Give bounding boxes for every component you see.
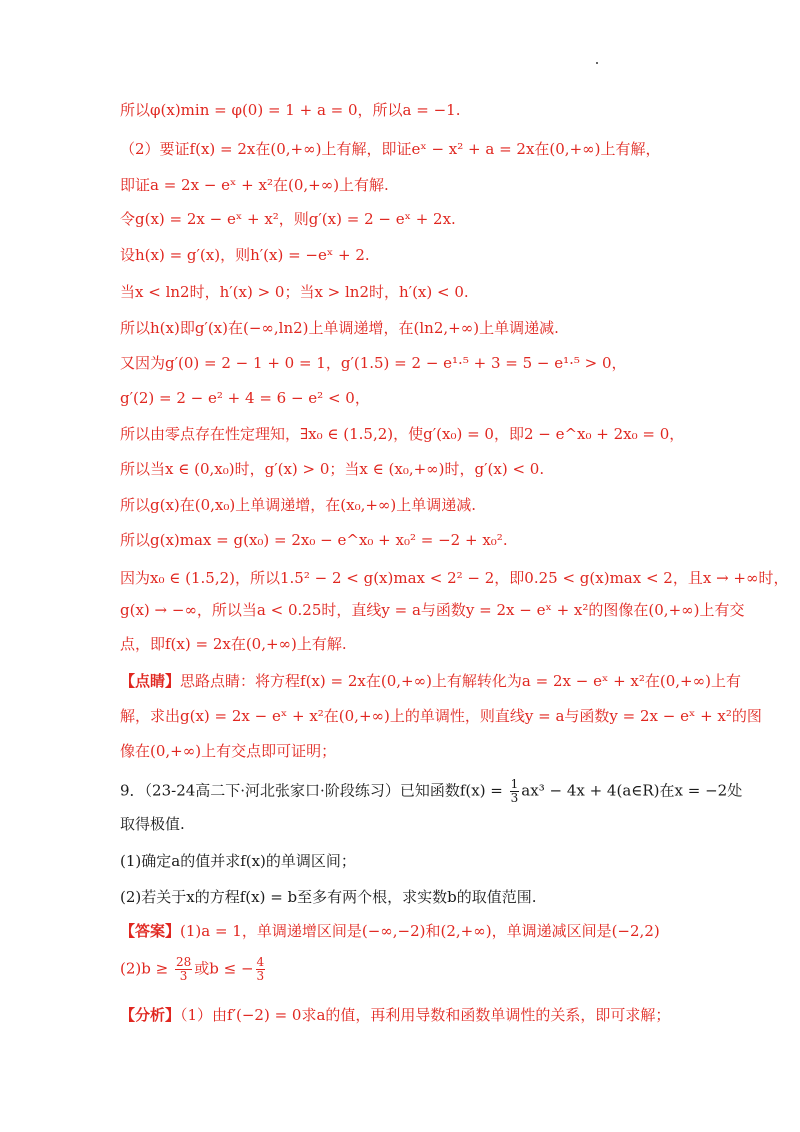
answer-line bbox=[120, 920, 660, 942]
fraction-numerator: 4 bbox=[256, 955, 265, 969]
problem-part2: (2)若关于x的方程f(x) = b至多有两个根，求实数b的取值范围. bbox=[120, 888, 537, 906]
solution-line: 点，即f(x) = 2x在(0,+∞)上有解. bbox=[120, 635, 347, 653]
comment-line: 解，求出g(x) = 2x − eˣ + x²在(0,+∞)上的单调性，则直线y = a与函数y = 2x − eˣ + x²的图 bbox=[120, 707, 762, 725]
fraction-denominator: 3 bbox=[179, 969, 188, 983]
fraction-denominator: 3 bbox=[256, 969, 265, 983]
fraction bbox=[510, 778, 520, 805]
solution-line: 当x < ln2时，h′(x) > 0；当x > ln2时，h′(x) < 0. bbox=[120, 283, 469, 301]
answer-line bbox=[120, 956, 267, 983]
problem-stem bbox=[120, 778, 742, 805]
problem-stem-after: ax³ − 4x + 4(a∈R)在x = −2处 bbox=[521, 781, 743, 800]
problem-source: （23-24高二下·河北张家口·阶段练习） bbox=[144, 781, 400, 800]
solution-line: 又因为g′(0) = 2 − 1 + 0 = 1，g′(1.5) = 2 − e¹·⁵ + 3 = 5 − e¹·⁵ > 0， bbox=[120, 354, 627, 372]
problem-part1: (1)确定a的值并求f(x)的单调区间； bbox=[120, 852, 356, 870]
solution-line: 所以g(x)max = g(x₀) = 2x₀ − e^x₀ + x₀² = −2 + x₀². bbox=[120, 531, 508, 549]
solution-line: （2）要证f(x) = 2x在(0,+∞)上有解，即证eˣ − x² + a = 2x在(0,+∞)上有解， bbox=[120, 140, 661, 158]
solution-line: 设h(x) = g′(x)，则h′(x) = −eˣ + 2. bbox=[120, 246, 370, 264]
fraction bbox=[175, 956, 192, 983]
analysis-text: （1）由f′(−2) = 0求a的值，再利用导数和函数单调性的关系，即可求解； bbox=[180, 1006, 671, 1024]
solution-line: 因为x₀ ∈ (1.5,2)，所以1.5² − 2 < g(x)max < 2² − 2，即0.25 < g(x)max < 2，且x → +∞时， bbox=[120, 569, 789, 587]
comment-text: 思路点睛：将方程f(x) = 2x在(0,+∞)上有解转化为a = 2x − eˣ + x²在(0,+∞)上有 bbox=[180, 672, 741, 690]
fraction-denominator: 3 bbox=[510, 791, 519, 805]
page-mark bbox=[596, 62, 598, 64]
comment-line bbox=[120, 670, 741, 692]
comment-line: 像在(0,+∞)上有交点即可证明； bbox=[120, 742, 337, 760]
answer-part2-mid: 或b ≤ − bbox=[194, 959, 254, 978]
fraction-numerator: 28 bbox=[175, 955, 192, 969]
fraction bbox=[256, 956, 266, 983]
problem-stem-line2: 取得极值. bbox=[120, 815, 185, 833]
solution-line: g′(2) = 2 − e² + 4 = 6 − e² < 0， bbox=[120, 389, 370, 407]
solution-line: 即证a = 2x − eˣ + x²在(0,+∞)上有解. bbox=[120, 176, 389, 194]
analysis-tag: 【分析】 bbox=[120, 1006, 181, 1024]
problem-number: 9． bbox=[120, 781, 145, 800]
comment-tag: 【点睛】 bbox=[120, 672, 181, 690]
analysis-line bbox=[120, 1004, 670, 1026]
solution-line: 令g(x) = 2x − eˣ + x²，则g′(x) = 2 − eˣ + 2x. bbox=[120, 210, 456, 228]
solution-line: 所以由零点存在性定理知，∃x₀ ∈ (1.5,2)，使g′(x₀) = 0，即2 − e^x₀ + 2x₀ = 0， bbox=[120, 425, 685, 443]
problem-stem-before: 已知函数f(x) = bbox=[399, 781, 508, 800]
answer-part2-pre: (2)b ≥ bbox=[120, 959, 173, 978]
fraction-numerator: 1 bbox=[510, 777, 519, 791]
solution-line: 所以g(x)在(0,x₀)上单调递增，在(x₀,+∞)上单调递减. bbox=[120, 496, 477, 514]
solution-line: 所以φ(x)min = φ(0) = 1 + a = 0，所以a = −1. bbox=[120, 101, 461, 119]
solution-line: 所以当x ∈ (0,x₀)时，g′(x) > 0；当x ∈ (x₀,+∞)时，g′(x) < 0. bbox=[120, 460, 545, 478]
solution-line: g(x) → −∞，所以当a < 0.25时，直线y = a与函数y = 2x − eˣ + x²的图像在(0,+∞)上有交 bbox=[120, 601, 745, 619]
answer-part1: (1)a = 1，单调递增区间是(−∞,−2)和(2,+∞)，单调递减区间是(−2,2) bbox=[180, 922, 660, 940]
answer-tag: 【答案】 bbox=[120, 922, 181, 940]
solution-line: 所以h(x)即g′(x)在(−∞,ln2)上单调递增，在(ln2,+∞)上单调递减. bbox=[120, 319, 559, 337]
